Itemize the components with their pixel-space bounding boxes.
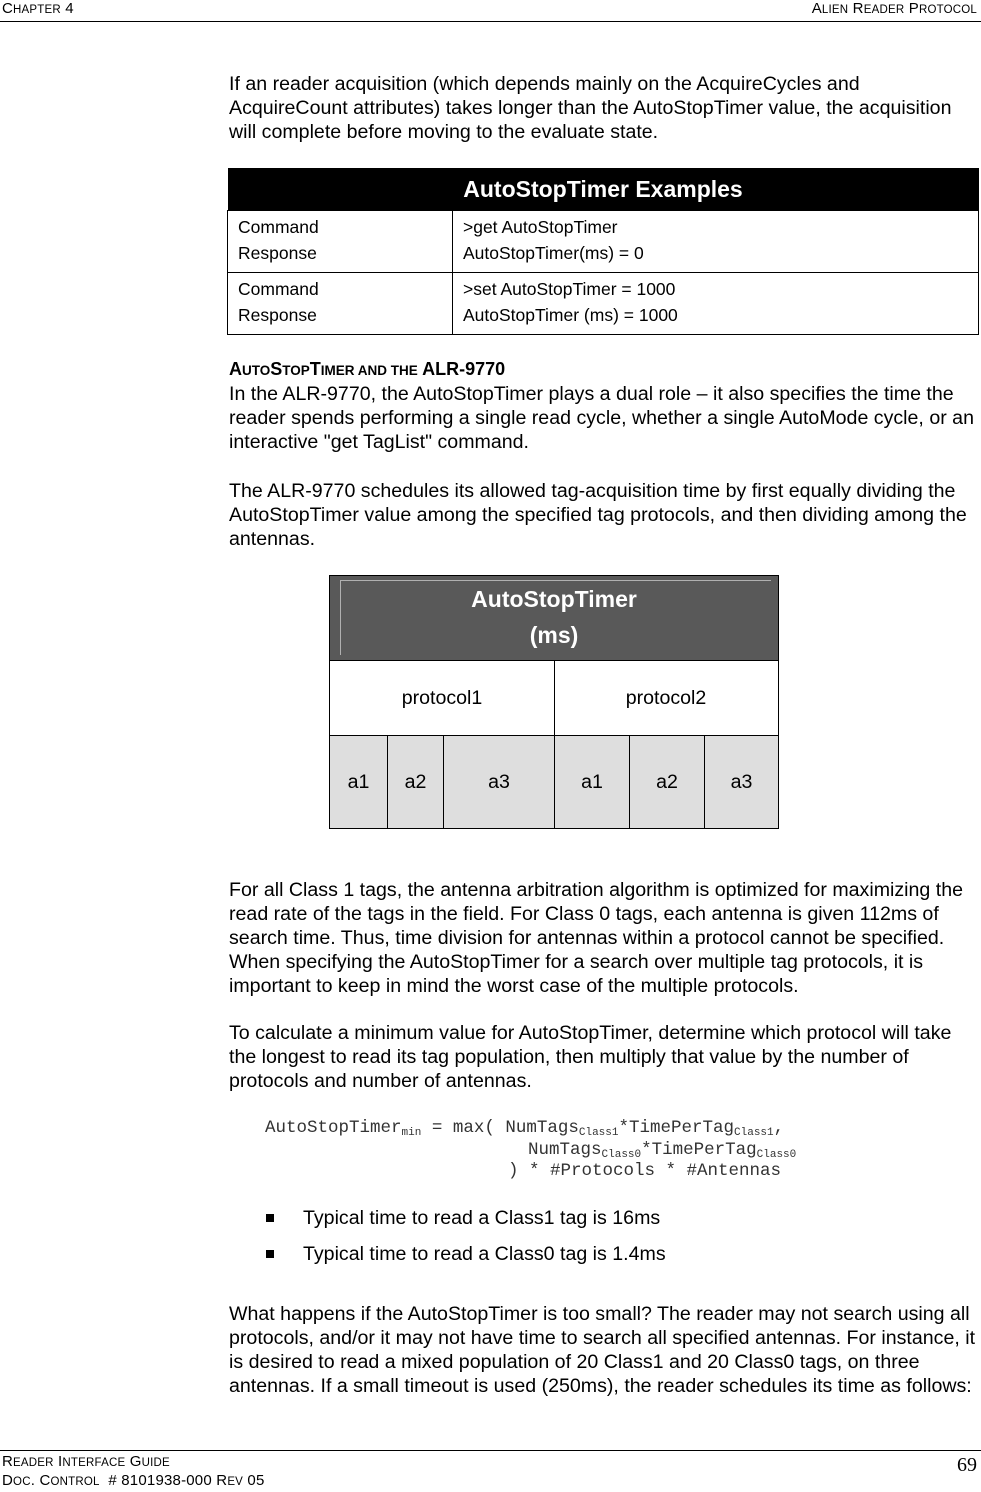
protocol-box: protocol2 (554, 661, 778, 736)
table-cell-command: >get AutoStopTimer (463, 217, 618, 237)
antenna-box: a2 (388, 736, 443, 828)
table-cell-response: AutoStopTimer(ms) = 0 (463, 243, 644, 263)
formula-line-3: ) * #Protocols * #Antennas (508, 1161, 782, 1181)
diagram-unit: (ms) (529, 622, 579, 648)
body-paragraph: For all Class 1 tags, the antenna arbitration algorithm is optimized for maximizing the read rate of the tags in the field. For Class 0 tags, each antenna is given 112ms of search time. Thus, time division for antennas within a protocol cannot be specified. When specifying the AutoStopTimer for a search over multiple tag protocols, it is important to keep in mind the worst case of the multiple protocols. (229, 879, 964, 997)
formula-line-2: NumTags$_{Class0}$*TimePerTag$_{Class0}$ (528, 1140, 797, 1161)
diagram-title: AutoStopTimer (471, 586, 637, 612)
autostoptimer-examples-table (227, 168, 979, 335)
table-cell-label: Command (238, 279, 319, 299)
table-cell-label: Command (238, 217, 319, 237)
divider (443, 736, 444, 828)
antenna-box: a1 (555, 736, 629, 828)
chapter-label: CHAPTER 4 (2, 0, 74, 17)
table-cell-command: >set AutoStopTimer = 1000 (463, 279, 676, 299)
protocol-box: protocol1 (330, 661, 554, 736)
divider (387, 736, 388, 828)
page-number: 69 (957, 1454, 977, 1476)
autostoptimer-division-diagram (329, 575, 779, 829)
table-row (228, 211, 979, 273)
bullet-square-icon (266, 1214, 274, 1222)
table-row (228, 273, 979, 335)
footer-guide-title: READER INTERFACE GUIDE (2, 1453, 170, 1470)
antenna-box: a1 (330, 736, 387, 828)
section-paragraph: The ALR-9770 schedules its allowed tag-acquisition time by first equally dividing the AutoStopTimer value among the specified tag protocols, and then dividing among the antennas. (229, 480, 967, 550)
footer-rule (0, 1450, 981, 1451)
antenna-box: a2 (630, 736, 704, 828)
closing-paragraph: What happens if the AutoStopTimer is too small? The reader may not search using all protocols, and/or it may not have time to search all specified antennas. For instance, it is desired to read a mixed population of 20 Class1 and 20 Class0 tags, on three antennas. If a small timeout is used (250ms), the reader schedules its time as follows: (229, 1303, 976, 1397)
section-paragraph: In the ALR-9770, the AutoStopTimer plays a dual role – it also specifies the time the reader spends performing a single read cycle, whether a single AutoMode cycle, or an interactive "get TagList" command. (229, 383, 974, 453)
formula-line-1: AutoStopTimer$_{min}$ = max( NumTags$_{Class1}$*TimePerTag$_{Class1}$, (265, 1118, 785, 1139)
table-title: AutoStopTimer Examples (228, 168, 979, 211)
antenna-box: a3 (444, 736, 554, 828)
section-heading: AUTOSTOPTIMER AND THE ALR-9770 (229, 359, 506, 379)
diagram-title-box (330, 576, 778, 661)
bullet-square-icon (266, 1250, 274, 1258)
table-cell-label: Response (238, 305, 317, 325)
body-paragraph: To calculate a minimum value for AutoStopTimer, determine which protocol will take the longest to read its tag population, then multiply that value by the number of protocols and number of antennas. (229, 1022, 952, 1092)
intro-paragraph: If an reader acquisition (which depends mainly on the AcquireCycles and AcquireCount attributes) takes longer than the AutoStopTimer value, the acquisition will complete before moving to the evaluate state. (229, 73, 952, 143)
antenna-box: a3 (705, 736, 778, 828)
header-rule (0, 21, 981, 22)
footer-doc-control: DOC. CONTROL # 8101938-000 REV 05 (2, 1472, 265, 1489)
table-cell-response: AutoStopTimer (ms) = 1000 (463, 305, 678, 325)
divider (629, 736, 630, 828)
header-title: ALIEN READER PROTOCOL (811, 0, 977, 17)
table-cell-label: Response (238, 243, 317, 263)
divider (704, 736, 705, 828)
